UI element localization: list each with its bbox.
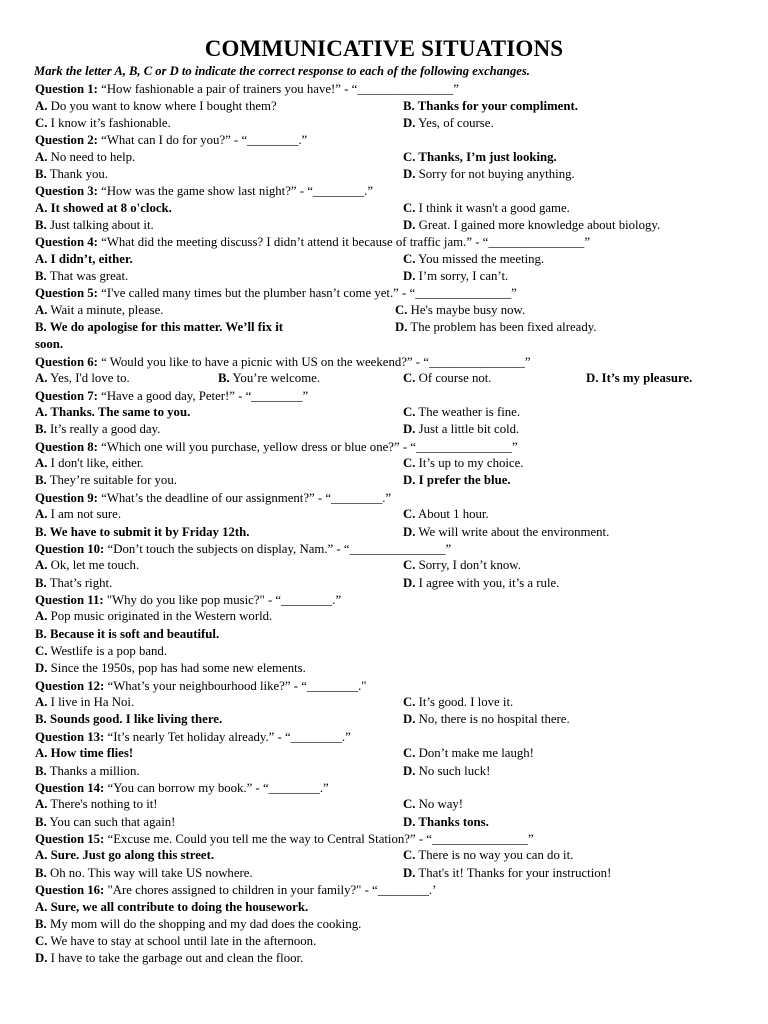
option-c[interactable]	[403, 745, 534, 762]
option-a[interactable]	[35, 745, 133, 762]
option-letter: B.	[218, 371, 230, 386]
option-text: It’s my pleasure.	[598, 371, 693, 386]
option-row	[35, 626, 760, 643]
option-letter: C.	[403, 251, 416, 266]
option-letter: A.	[35, 797, 48, 812]
option-letter: D.	[403, 575, 416, 590]
option-d[interactable]	[403, 575, 559, 592]
option-text: They’re suitable for you.	[46, 473, 177, 488]
option-a[interactable]	[35, 404, 190, 421]
option-letter: C.	[35, 115, 48, 130]
option-text: No, there is no hospital there.	[415, 712, 570, 727]
option-text: There is no way you can do it.	[415, 848, 574, 863]
option-d[interactable]	[403, 865, 611, 882]
option-b-continuation	[35, 336, 760, 353]
option-b[interactable]	[35, 711, 222, 728]
option-letter: B.	[35, 575, 47, 590]
option-text: Because it is soft and beautiful.	[46, 626, 220, 641]
option-a[interactable]	[35, 370, 130, 387]
question-label: Question 12:	[35, 678, 105, 693]
option-letter: C.	[403, 371, 416, 386]
option-letter: A.	[35, 848, 48, 863]
question-list	[35, 81, 760, 968]
option-text: I’m sorry, I can’t.	[415, 269, 509, 284]
option-letter: D.	[403, 166, 416, 181]
question-label: Question 3:	[35, 184, 98, 199]
option-row	[35, 814, 760, 831]
option-letter: A.	[35, 746, 48, 761]
option-letter: C.	[395, 302, 408, 317]
option-text: That's it! Thanks for your instruction!	[415, 865, 612, 880]
question-prompt	[35, 729, 760, 746]
option-c[interactable]	[403, 149, 557, 166]
option-text: Of course not.	[415, 371, 492, 386]
option-b[interactable]	[35, 217, 154, 234]
option-letter: A.	[35, 302, 48, 317]
option-d[interactable]	[403, 711, 570, 728]
option-d[interactable]	[403, 421, 519, 438]
option-text: Thanks tons.	[415, 814, 489, 829]
option-row	[35, 421, 760, 438]
option-c[interactable]	[403, 404, 520, 421]
option-d[interactable]	[403, 217, 660, 234]
question-text: “How was the game show last night?” - “________.”	[97, 184, 374, 199]
option-row	[35, 660, 760, 677]
option-letter: C.	[35, 644, 48, 659]
option-letter: A.	[35, 98, 48, 113]
option-a[interactable]	[35, 302, 163, 319]
option-letter: A.	[35, 251, 48, 266]
option-row	[35, 933, 760, 950]
option-row	[35, 643, 760, 660]
option-letter: C.	[35, 934, 48, 949]
option-row	[35, 404, 760, 421]
option-text: We have to submit it by Friday 12th.	[46, 524, 250, 539]
question-prompt	[35, 354, 760, 371]
option-row	[35, 950, 760, 967]
option-d[interactable]	[403, 814, 489, 831]
option-c[interactable]	[403, 200, 570, 217]
option-letter: D.	[403, 763, 416, 778]
option-letter: D.	[403, 269, 416, 284]
option-text: We do apologise for this matter. We’ll fix it	[46, 320, 284, 335]
option-text: My mom will do the shopping and my dad does the cooking.	[46, 916, 362, 931]
option-text: No need to help.	[47, 149, 136, 164]
question-label: Question 5:	[35, 286, 98, 301]
option-a[interactable]	[35, 899, 308, 916]
option-row	[35, 711, 760, 728]
option-text: Sure. Just go along this street.	[47, 848, 215, 863]
option-d[interactable]	[395, 319, 597, 336]
option-text: I live in Ha Noi.	[47, 695, 135, 710]
question-prompt	[35, 831, 760, 848]
option-row	[35, 370, 760, 387]
question-prompt	[35, 234, 760, 251]
question-prompt	[35, 678, 760, 695]
option-letter: B.	[35, 217, 47, 232]
option-row	[35, 98, 760, 115]
option-b[interactable]	[403, 98, 578, 115]
option-letter: D.	[35, 951, 48, 966]
option-letter: B.	[35, 320, 47, 335]
option-letter: B.	[35, 422, 47, 437]
option-text: That was great.	[46, 269, 129, 284]
option-text: Thanks for your compliment.	[414, 98, 578, 113]
option-text: We have to stay at school until late in the afternoon.	[47, 934, 317, 949]
option-d[interactable]	[403, 763, 490, 780]
option-letter: A.	[35, 507, 48, 522]
option-text: About 1 hour.	[415, 507, 489, 522]
option-text: soon.	[35, 337, 64, 352]
question-prompt	[35, 388, 760, 405]
option-c[interactable]	[395, 302, 525, 319]
option-a[interactable]	[35, 251, 133, 268]
option-b[interactable]	[35, 524, 250, 541]
option-c[interactable]	[403, 847, 573, 864]
option-letter: C.	[403, 558, 416, 573]
option-letter: A.	[35, 405, 48, 420]
option-a[interactable]	[35, 149, 135, 166]
option-text: Sounds good. I like living there.	[46, 712, 223, 727]
option-row	[35, 763, 760, 780]
option-letter: C.	[403, 695, 416, 710]
option-b[interactable]	[35, 626, 219, 643]
option-a[interactable]	[35, 557, 139, 574]
option-letter: B.	[35, 626, 47, 641]
option-letter: D.	[403, 217, 416, 232]
option-text: No such luck!	[415, 763, 491, 778]
option-a[interactable]	[35, 608, 272, 625]
option-b[interactable]	[35, 763, 140, 780]
option-letter: C.	[403, 456, 416, 471]
option-letter: B.	[403, 98, 415, 113]
option-letter: B.	[35, 473, 47, 488]
option-a[interactable]	[35, 455, 144, 472]
question-text: “I've called many times but the plumber hasn’t come yet.” - “_______________”	[97, 286, 517, 301]
option-row	[35, 115, 760, 132]
option-c[interactable]	[403, 455, 524, 472]
option-letter: D.	[395, 320, 408, 335]
option-letter: D.	[35, 661, 48, 676]
question-label: Question 9:	[35, 490, 98, 505]
option-letter: B.	[35, 814, 47, 829]
option-a[interactable]	[35, 506, 121, 523]
option-c[interactable]	[35, 115, 171, 132]
question-text: “What did the meeting discuss? I didn’t attend it because of traffic jam.” - “_______________”	[97, 235, 590, 250]
question-text: “You can borrow my book.” - “________.”	[104, 780, 329, 795]
option-letter: B.	[35, 166, 47, 181]
option-row	[35, 200, 760, 217]
option-d[interactable]	[403, 268, 508, 285]
option-text: No way!	[415, 797, 464, 812]
option-text: Yes, I'd love to.	[47, 371, 130, 386]
question-label: Question 13:	[35, 729, 105, 744]
option-text: I know it’s fashionable.	[47, 115, 171, 130]
option-text: I think it wasn't a good game.	[415, 200, 570, 215]
question-prompt	[35, 541, 760, 558]
option-text: There's nothing to it!	[47, 797, 158, 812]
option-letter: C.	[403, 507, 416, 522]
option-letter: A.	[35, 371, 48, 386]
option-text: Ok, let me touch.	[47, 558, 140, 573]
option-letter: C.	[403, 149, 416, 164]
option-b[interactable]	[35, 916, 361, 933]
option-letter: B.	[35, 865, 47, 880]
option-text: Wait a minute, please.	[47, 302, 164, 317]
option-c[interactable]	[403, 796, 463, 813]
option-row	[35, 575, 760, 592]
question-text: “What’s the deadline of our assignment?” - “________.”	[97, 490, 392, 505]
option-text: How time flies!	[47, 746, 134, 761]
option-text: It’s good. I love it.	[415, 695, 514, 710]
option-text: Sorry for not buying anything.	[415, 166, 575, 181]
option-text: I didn’t, either.	[47, 251, 133, 266]
option-row	[35, 251, 760, 268]
option-a[interactable]	[35, 98, 277, 115]
question-text: "Are chores assigned to children in your family?" - “________.’	[104, 883, 437, 897]
option-letter: C.	[403, 746, 416, 761]
option-d[interactable]	[35, 660, 306, 677]
option-text: I am not sure.	[47, 507, 122, 522]
question-text: “Excuse me. Could you tell me the way to Central Station?” - “_______________”	[104, 831, 534, 846]
option-text: Don’t make me laugh!	[415, 746, 534, 761]
option-letter: A.	[35, 200, 48, 215]
option-letter: A.	[35, 899, 48, 914]
option-letter: D.	[403, 865, 416, 880]
option-text: Since the 1950s, pop has had some new elements.	[47, 661, 306, 676]
option-a[interactable]	[35, 796, 158, 813]
option-d[interactable]	[403, 524, 609, 541]
option-letter: B.	[35, 763, 47, 778]
question-label: Question 1:	[35, 82, 98, 96]
option-text: I have to take the garbage out and clean the floor.	[47, 951, 304, 966]
question-prompt	[35, 780, 760, 797]
option-row	[35, 796, 760, 813]
question-prompt	[35, 81, 760, 98]
question-text: “ Would you like to have a picnic with US on the weekend?” - “_______________”	[97, 354, 531, 369]
option-row	[35, 217, 760, 234]
option-text: That’s right.	[46, 575, 113, 590]
question-text: “Have a good day, Peter!” - “________”	[97, 388, 309, 403]
option-c[interactable]	[35, 643, 167, 660]
option-text: It’s up to my choice.	[415, 456, 524, 471]
option-c[interactable]	[403, 370, 492, 387]
option-b[interactable]	[218, 370, 320, 387]
question-text: "Why do you like pop music?" - “________.”	[103, 592, 342, 607]
option-text: The weather is fine.	[415, 405, 521, 420]
option-row	[35, 745, 760, 762]
option-text: Great. I gained more knowledge about biology.	[415, 217, 661, 232]
option-letter: A.	[35, 456, 48, 471]
option-text: Pop music originated in the Western world.	[47, 609, 273, 624]
question-label: Question 8:	[35, 439, 98, 454]
option-letter: D.	[403, 473, 416, 488]
option-text: Thanks, I’m just looking.	[415, 149, 557, 164]
option-row	[35, 268, 760, 285]
question-prompt	[35, 490, 760, 507]
option-text: I prefer the blue.	[415, 473, 511, 488]
option-text: Oh no. This way will take US nowhere.	[46, 865, 253, 880]
question-label: Question 10:	[35, 541, 105, 556]
option-text: Just a little bit cold.	[415, 422, 520, 437]
option-row	[35, 472, 760, 489]
instruction-text: Mark the letter A, B, C or D to indicate the correct response to each of the following exchanges.	[34, 64, 530, 78]
option-b[interactable]	[35, 319, 283, 336]
option-letter: C.	[403, 848, 416, 863]
option-row	[35, 608, 760, 625]
option-row	[35, 899, 760, 916]
option-d[interactable]	[403, 115, 494, 132]
page-title: COMMUNICATIVE SITUATIONS	[204, 36, 564, 61]
option-text: It showed at 8 o'clock.	[47, 200, 172, 215]
option-d[interactable]	[403, 472, 511, 489]
option-c[interactable]	[403, 694, 513, 711]
option-text: Just talking about it.	[46, 217, 154, 232]
option-letter: A.	[35, 609, 48, 624]
option-letter: D.	[403, 115, 416, 130]
option-a[interactable]	[35, 847, 214, 864]
option-text: The problem has been fixed already.	[407, 320, 597, 335]
option-b[interactable]	[35, 268, 128, 285]
option-letter: C.	[403, 797, 416, 812]
question-prompt	[35, 882, 760, 899]
question-label: Question 6:	[35, 354, 98, 369]
question-text: “What’s your neighbourhood like?” - “________."	[104, 678, 367, 693]
option-row	[35, 319, 760, 336]
option-letter: C.	[403, 405, 416, 420]
option-text: I don't like, either.	[47, 456, 144, 471]
option-letter: A.	[35, 695, 48, 710]
option-row	[35, 865, 760, 882]
option-text: You can such that again!	[46, 814, 176, 829]
option-text: We will write about the environment.	[415, 524, 610, 539]
option-text: Westlife is a pop band.	[47, 644, 168, 659]
question-label: Question 2:	[35, 133, 98, 148]
question-text: “It’s nearly Tet holiday already.” - “________.”	[104, 729, 351, 744]
option-row	[35, 524, 760, 541]
option-row	[35, 302, 760, 319]
option-letter: D.	[403, 524, 416, 539]
option-row	[35, 694, 760, 711]
option-d[interactable]	[586, 370, 692, 387]
question-label: Question 4:	[35, 235, 98, 250]
option-text: It’s really a good day.	[46, 422, 161, 437]
option-a[interactable]	[35, 694, 134, 711]
option-text: Thanks. The same to you.	[47, 405, 191, 420]
option-letter: A.	[35, 558, 48, 573]
option-c[interactable]	[403, 251, 544, 268]
question-label: Question 11:	[35, 592, 104, 607]
option-row	[35, 506, 760, 523]
option-row	[35, 149, 760, 166]
question-prompt	[35, 285, 760, 302]
question-label: Question 7:	[35, 388, 98, 403]
option-b[interactable]	[35, 865, 253, 882]
option-c[interactable]	[403, 506, 489, 523]
option-letter: A.	[35, 149, 48, 164]
option-d[interactable]	[403, 166, 575, 183]
question-text: “Which one will you purchase, yellow dress or blue one?” - “_______________”	[97, 439, 518, 454]
option-letter: D.	[403, 712, 416, 727]
question-prompt	[35, 132, 760, 149]
option-letter: B.	[35, 916, 47, 931]
option-c[interactable]	[35, 933, 316, 950]
option-b[interactable]	[35, 472, 177, 489]
option-b[interactable]	[35, 166, 108, 183]
option-text: Yes, of course.	[415, 115, 494, 130]
option-letter: D.	[403, 422, 416, 437]
question-prompt	[35, 183, 760, 200]
option-row	[35, 916, 760, 933]
question-text: “How fashionable a pair of trainers you have!” - “_______________”	[97, 82, 459, 96]
option-c[interactable]	[403, 557, 521, 574]
question-label: Question 15:	[35, 831, 105, 846]
question-label: Question 14:	[35, 780, 105, 795]
option-row	[35, 166, 760, 183]
option-text: You missed the meeting.	[415, 251, 545, 266]
option-letter: B.	[35, 524, 47, 539]
option-text: Sure, we all contribute to doing the housework.	[47, 899, 309, 914]
option-letter: D.	[403, 814, 416, 829]
option-text: Do you want to know where I bought them?	[47, 98, 277, 113]
option-text: You’re welcome.	[229, 371, 321, 386]
option-b[interactable]	[35, 814, 175, 831]
option-text: He's maybe busy now.	[407, 302, 526, 317]
question-label: Question 16:	[35, 883, 105, 897]
option-d[interactable]	[35, 950, 303, 967]
option-text: Thanks a million.	[46, 763, 140, 778]
question-text: “Don’t touch the subjects on display, Nam.” - “_______________”	[104, 541, 452, 556]
option-text: I agree with you, it’s a rule.	[415, 575, 560, 590]
option-row	[35, 455, 760, 472]
option-letter: B.	[35, 712, 47, 727]
option-b[interactable]	[35, 575, 112, 592]
option-row	[35, 557, 760, 574]
question-prompt	[35, 439, 760, 456]
option-text: Sorry, I don’t know.	[415, 558, 521, 573]
option-text: Thank you.	[46, 166, 109, 181]
question-text: “What can I do for you?” - “________.”	[97, 133, 308, 148]
option-b[interactable]	[35, 421, 160, 438]
option-letter: B.	[35, 269, 47, 284]
question-prompt	[35, 592, 760, 609]
option-letter: D.	[586, 371, 599, 386]
option-a[interactable]	[35, 200, 172, 217]
option-row	[35, 847, 760, 864]
option-letter: C.	[403, 200, 416, 215]
